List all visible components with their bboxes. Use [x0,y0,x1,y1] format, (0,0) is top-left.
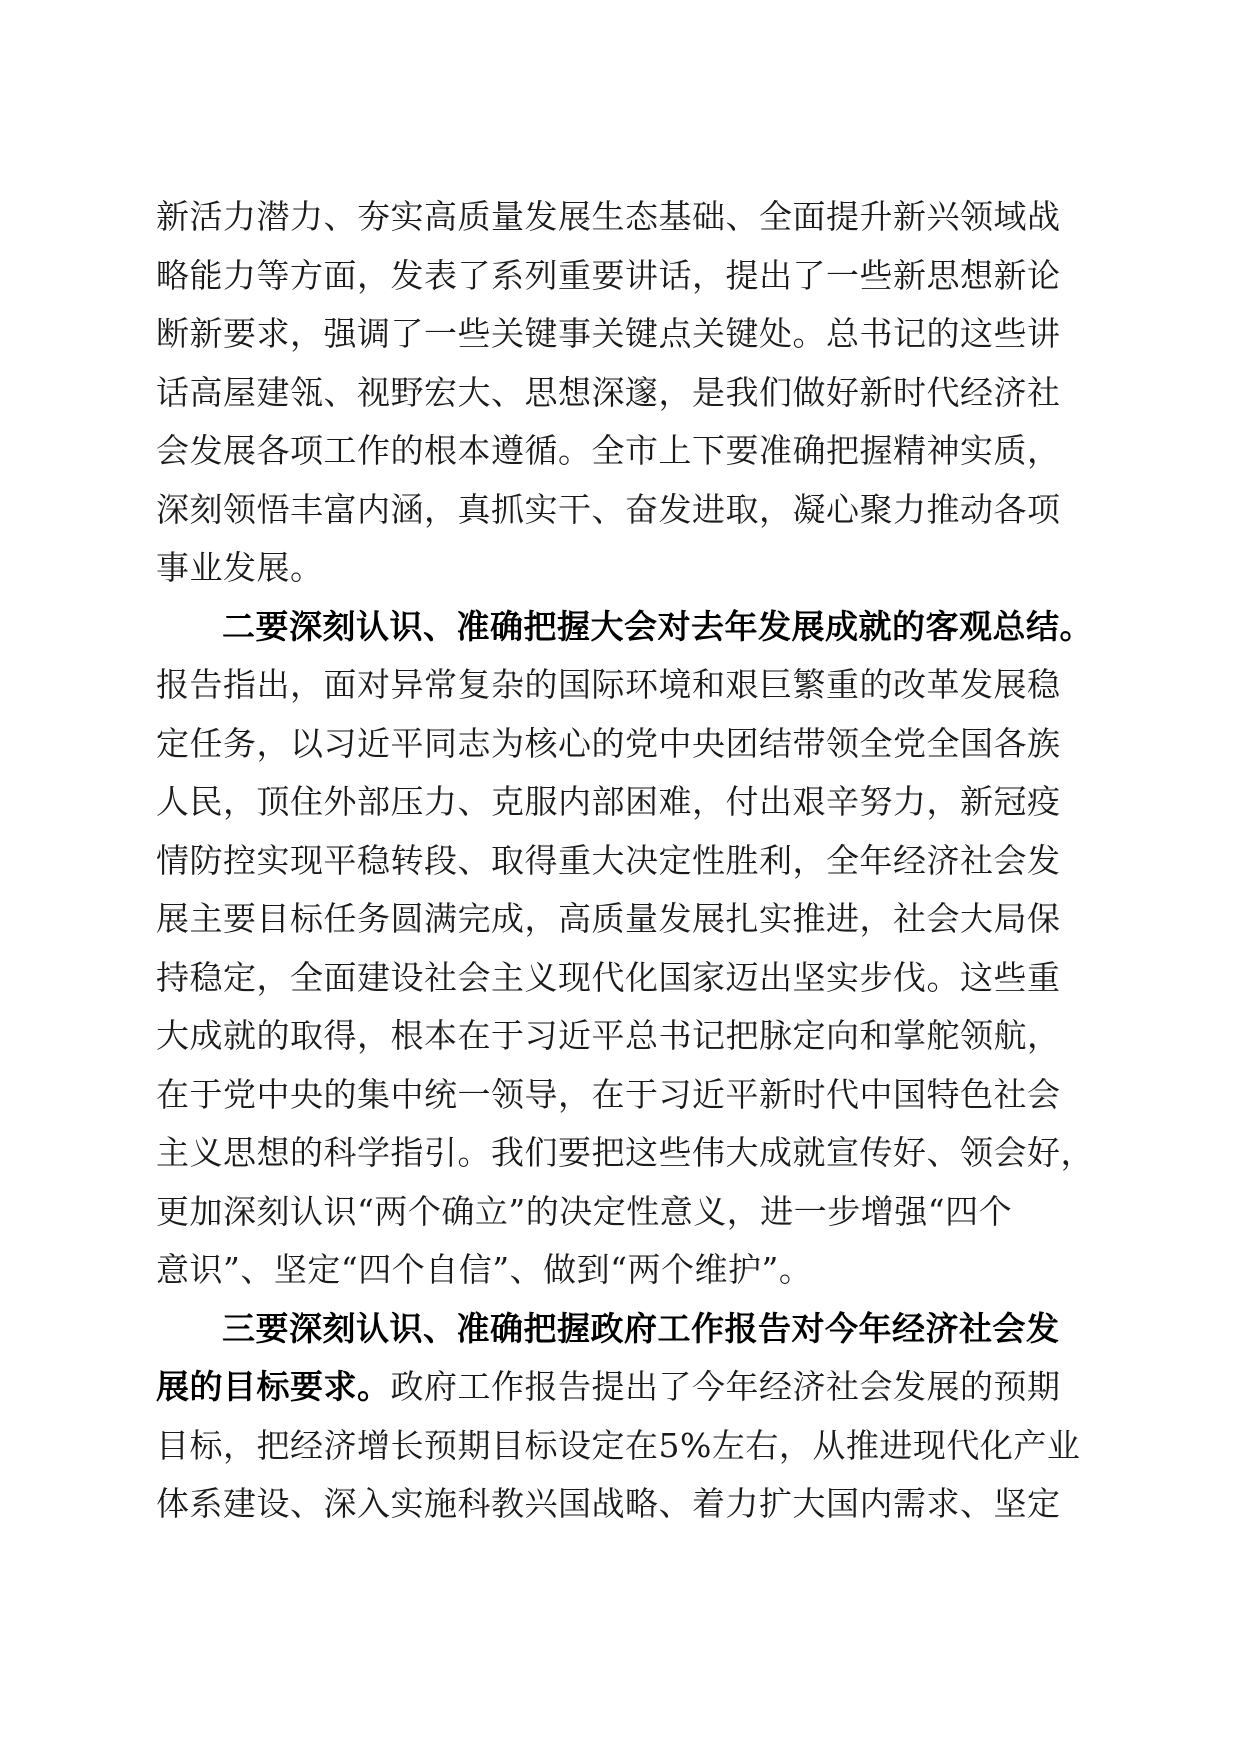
text-run: 会发展各项工作的根本遵循。全市上下要准确把握精神实质， [156,431,1061,470]
text-line [156,1475,1076,1534]
text-run: 展主要目标任务圆满完成，高质量发展扎实推进，社会大局保 [156,899,1061,938]
text-line [156,773,1076,832]
text-run: 定任务，以习近平同志为核心的党中央团结带领全党全国各族 [156,723,1061,763]
text-run: 断新要求，强调了一些关键事关键点关键处。总书记的这些讲 [156,314,1061,353]
section-heading: 二要深刻认识、准确把握大会对去年发展成就的客观总结。 [222,606,1093,646]
text-line [156,656,1076,715]
text-run: 人民，顶住外部压力、克服内部困难，付出艰辛努力，新冠疫 [156,782,1061,821]
text-line [156,1417,1081,1476]
section-heading-line [156,1300,1076,1359]
text-line [156,539,1076,598]
text-run: 事业发展。 [156,548,324,587]
body-text [156,188,1094,1534]
text-run: 在于党中央的集中统一领导，在于习近平新时代中国特色社会 [156,1074,1061,1114]
text-run: 政府工作报告提出了今年经济社会发展的预期 [390,1367,1061,1406]
text-line [156,1066,1076,1125]
text-run: 新活力潜力、夯实高质量发展生态基础、全面提升新兴领域战 [156,197,1061,236]
text-line [156,1358,1076,1417]
text-line [156,422,1076,481]
text-run: 持稳定，全面建设社会主义现代化国家迈出坚实步伐。这些重 [156,957,1061,997]
section-heading-line [156,598,1093,657]
text-line [156,188,1076,247]
section-heading-continued: 展的目标要求。 [156,1367,391,1406]
text-run: 深刻领悟丰富内涵，真抓实干、奋发进取，凝心聚力推动各项 [156,489,1061,529]
text-run: 话高屋建瓴、视野宏大、思想深邃，是我们做好新时代经济社 [156,372,1061,412]
text-line [156,364,1076,423]
text-run: 体系建设、深入实施科教兴国战略、着力扩大国内需求、坚定 [156,1484,1061,1523]
text-line [156,305,1076,364]
text-run: 大成就的取得，根本在于习近平总书记把脉定向和掌舵领航， [156,1016,1061,1055]
text-line [156,1183,1076,1242]
text-run: 略能力等方面，发表了系列重要讲话，提出了一些新思想新论 [156,255,1061,295]
text-line [156,1007,1076,1066]
text-line [156,481,1076,540]
text-line [156,1241,1076,1300]
text-line [156,890,1076,949]
section-heading: 三要深刻认识、准确把握政府工作报告对今年经济社会发 [222,1308,1060,1348]
text-run: 情防控实现平稳转段、取得重大决定性胜利，全年经济社会发 [156,840,1061,880]
text-line [156,1124,1094,1183]
text-line [156,247,1076,306]
text-run: 主义思想的科学指引。我们要把这些伟大成就宣传好、领会好， [156,1133,1094,1172]
text-run: 更加深刻认识“两个确立”的决定性意义，进一步增强“四个 [156,1191,1013,1231]
text-run: 报告指出，面对异常复杂的国际环境和艰巨繁重的改革发展稳 [156,665,1061,704]
text-run: 意识”、坚定“四个自信”、做到“两个维护”。 [156,1250,813,1289]
text-line [156,715,1076,774]
text-line [156,949,1076,1008]
text-line [156,832,1076,891]
text-run: 目标，把经济增长预期目标设定在5%左右，从推进现代化产业 [156,1425,1081,1465]
